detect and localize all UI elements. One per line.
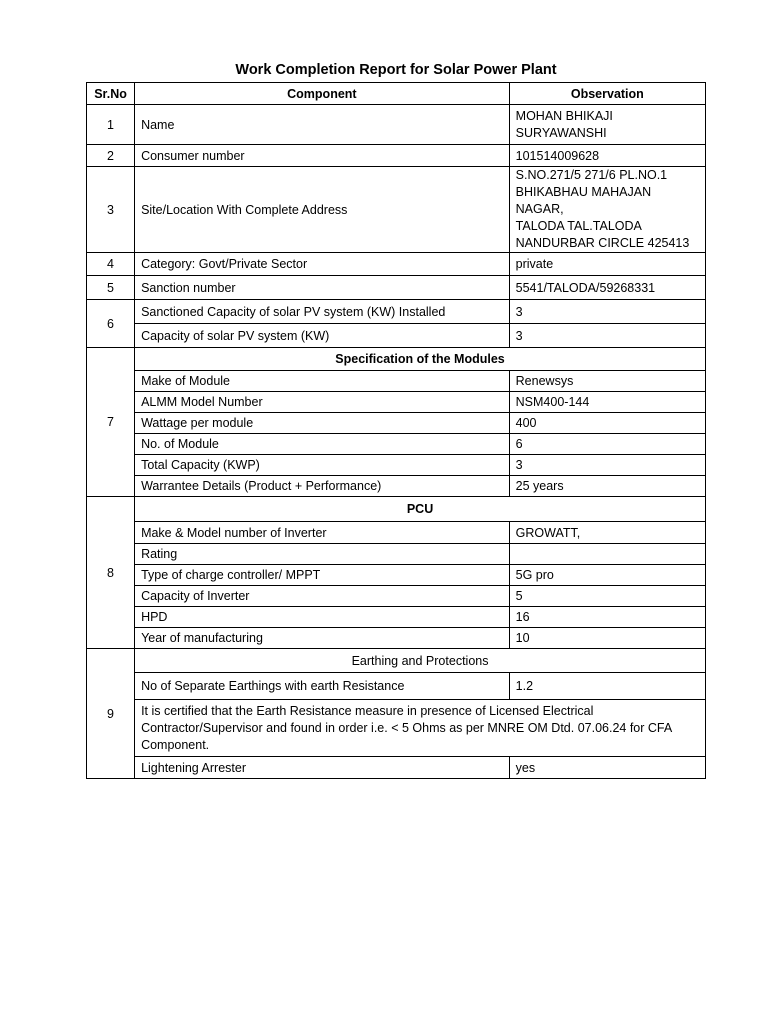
observation-line: MOHAN BHIKAJI	[515, 108, 613, 123]
table-row	[87, 276, 706, 300]
table-row	[87, 145, 706, 167]
header-component: Component	[135, 83, 510, 105]
observation-cell	[509, 167, 705, 253]
section-row	[87, 348, 706, 371]
section-heading: Earthing and Protections	[135, 649, 706, 673]
observation-cell	[509, 105, 705, 145]
sr-number: 8	[87, 497, 135, 649]
table-row	[87, 586, 706, 607]
observation-cell: 400	[509, 413, 705, 434]
observation-cell: GROWATT,	[509, 522, 705, 544]
component-cell: Category: Govt/Private Sector	[135, 253, 510, 276]
component-cell: Make & Model number of Inverter	[135, 522, 510, 544]
table-row	[87, 522, 706, 544]
table-row	[87, 371, 706, 392]
header-srno: Sr.No	[87, 83, 135, 105]
observation-line: BHIKABHAU MAHAJAN NAGAR,	[515, 185, 652, 216]
sr-number: 4	[87, 253, 135, 276]
component-cell: ALMM Model Number	[135, 392, 510, 413]
certificate-line: Component.	[141, 737, 210, 752]
observation-cell: 3	[509, 300, 705, 324]
certificate-line: Contractor/Supervisor and found in order i.e. < 5 Ohms as per MNRE OM Dtd. 07.06.24 for CFA	[141, 720, 673, 735]
sr-number: 3	[87, 167, 135, 253]
table-row	[87, 476, 706, 497]
component-cell: Warrantee Details (Product + Performance)	[135, 476, 510, 497]
observation-cell: NSM400-144	[509, 392, 705, 413]
observation-line: SURYAWANSHI	[515, 125, 607, 140]
table-row	[87, 105, 706, 145]
sr-number: 1	[87, 105, 135, 145]
observation-cell: 5541/TALODA/59268331	[509, 276, 705, 300]
table-row	[87, 455, 706, 476]
section-row	[87, 649, 706, 673]
observation-cell: 25 years	[509, 476, 705, 497]
observation-cell: 6	[509, 434, 705, 455]
observation-line: NANDURBAR CIRCLE 425413	[515, 236, 690, 250]
component-cell: Lightening Arrester	[135, 757, 510, 779]
section-row	[87, 497, 706, 522]
component-cell: Sanction number	[135, 276, 510, 300]
table-row	[87, 324, 706, 348]
table-row	[87, 607, 706, 628]
header-row	[87, 83, 706, 105]
observation-line: TALODA TAL.TALODA	[515, 219, 642, 233]
table-row	[87, 392, 706, 413]
component-cell: Total Capacity (KWP)	[135, 455, 510, 476]
table-row	[87, 565, 706, 586]
table-row	[87, 673, 706, 700]
sr-number: 6	[87, 300, 135, 348]
sr-number: 9	[87, 649, 135, 779]
component-cell: Sanctioned Capacity of solar PV system (KW) Installed	[135, 300, 510, 324]
certificate-text	[135, 700, 706, 757]
section-heading: PCU	[135, 497, 706, 522]
table-row	[87, 544, 706, 565]
component-cell: Site/Location With Complete Address	[135, 167, 510, 253]
certificate-line: It is certified that the Earth Resistance measure in presence of Licensed Electrical	[141, 703, 594, 718]
sr-number: 7	[87, 348, 135, 497]
sr-number: 2	[87, 145, 135, 167]
table-row	[87, 757, 706, 779]
component-cell: HPD	[135, 607, 510, 628]
observation-cell: 10	[509, 628, 705, 649]
observation-cell: yes	[509, 757, 705, 779]
observation-cell: 101514009628	[509, 145, 705, 167]
report-title: Work Completion Report for Solar Power Plant	[235, 62, 557, 78]
certificate-row	[87, 700, 706, 757]
observation-cell: 3	[509, 455, 705, 476]
section-heading: Specification of the Modules	[135, 348, 706, 371]
observation-cell: 3	[509, 324, 705, 348]
header-observation: Observation	[509, 83, 705, 105]
component-cell: Make of Module	[135, 371, 510, 392]
table-row	[87, 413, 706, 434]
component-cell: Name	[135, 105, 510, 145]
table-row	[87, 300, 706, 324]
observation-cell: private	[509, 253, 705, 276]
table-row	[87, 628, 706, 649]
component-cell: Consumer number	[135, 145, 510, 167]
table-row	[87, 434, 706, 455]
component-cell: Wattage per module	[135, 413, 510, 434]
observation-line: S.NO.271/5 271/6 PL.NO.1	[515, 168, 668, 182]
report-table	[86, 82, 706, 779]
observation-cell: 16	[509, 607, 705, 628]
observation-cell: 5	[509, 586, 705, 607]
table-row	[87, 167, 706, 253]
observation-cell	[509, 544, 705, 565]
component-cell: Capacity of Inverter	[135, 586, 510, 607]
component-cell: No. of Module	[135, 434, 510, 455]
component-cell: Rating	[135, 544, 510, 565]
table-row	[87, 253, 706, 276]
observation-cell: 1.2	[509, 673, 705, 700]
observation-cell: Renewsys	[509, 371, 705, 392]
sr-number: 5	[87, 276, 135, 300]
component-cell: Capacity of solar PV system (KW)	[135, 324, 510, 348]
component-cell: No of Separate Earthings with earth Resistance	[135, 673, 510, 700]
observation-cell: 5G pro	[509, 565, 705, 586]
component-cell: Year of manufacturing	[135, 628, 510, 649]
component-cell: Type of charge controller/ MPPT	[135, 565, 510, 586]
